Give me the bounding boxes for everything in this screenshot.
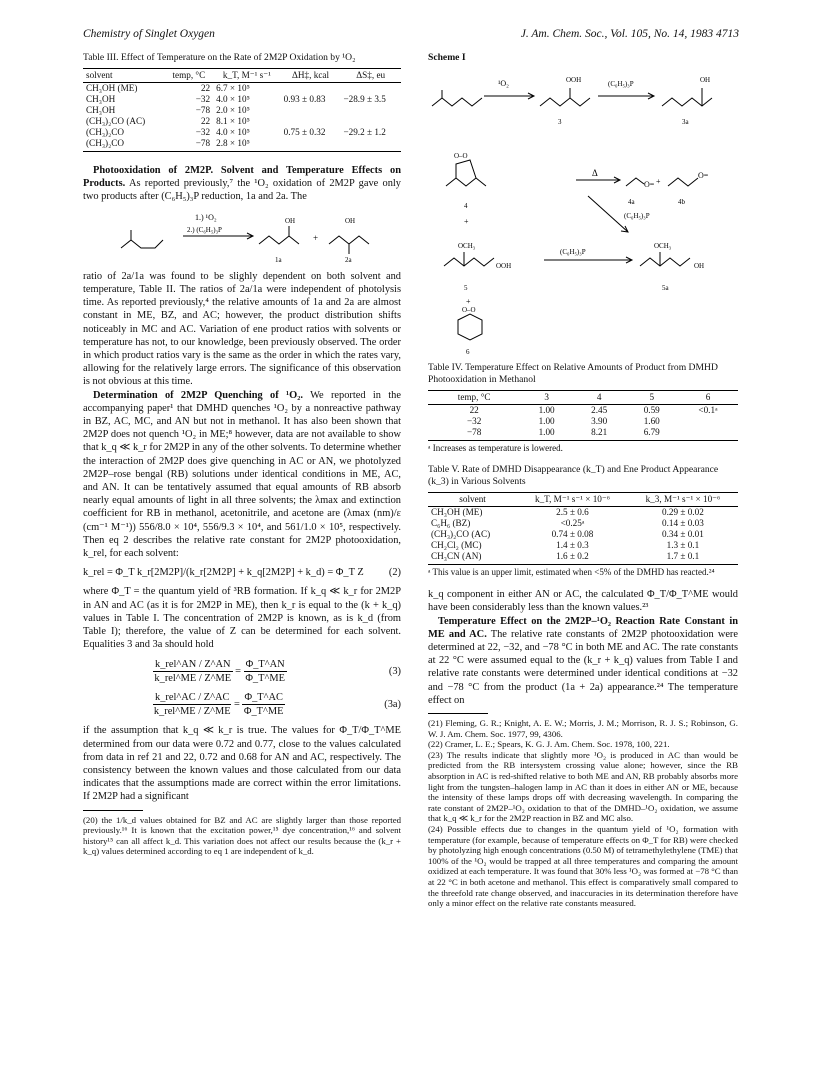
table-cell: 2.8 × 10⁵ <box>213 138 281 152</box>
table-cell: 1.60 <box>643 416 660 427</box>
table3-header-row <box>83 69 401 83</box>
table-cell: 8.21 <box>573 427 626 441</box>
table-row <box>83 83 401 95</box>
right-column <box>428 52 738 909</box>
ring-bonds <box>456 160 476 178</box>
scheme-label: (C₆H₅)₃P <box>624 212 650 220</box>
table-cell: −32 <box>195 127 211 137</box>
table-header-cell: 3 <box>520 391 573 405</box>
left-column <box>83 52 401 857</box>
ring-bonds <box>458 314 482 340</box>
table-cell: 6.7 × 10⁵ <box>216 83 250 93</box>
bond-lines <box>432 98 482 106</box>
table-cell: 4.0 × 10⁵ <box>216 127 250 137</box>
scheme-label: 5a <box>662 284 669 292</box>
table-header-cell: temp, °C <box>428 391 520 405</box>
table3-col-kt: k_T, M⁻¹ s⁻¹ <box>213 69 281 83</box>
table-cell <box>340 138 401 152</box>
table-cell: −78 <box>195 105 211 115</box>
table-cell: CH₃CN (AN) <box>428 551 517 565</box>
bond-lines <box>329 236 369 244</box>
table-cell <box>281 83 341 95</box>
scheme-label: O= <box>698 171 709 180</box>
table-cell: 2.5 ± 0.6 <box>556 507 589 518</box>
table-cell: 1.7 ± 0.1 <box>628 551 738 565</box>
equation-2-number: (2) <box>388 567 401 579</box>
table-cell <box>340 116 401 127</box>
scheme-label: O–O <box>462 306 476 314</box>
table3-caption: Table III. Effect of Temperature on the Rate of 2M2P Oxidation by ¹O₂ <box>83 52 356 63</box>
bond-lines <box>540 98 590 106</box>
scheme-label: OCH₃ <box>458 242 476 250</box>
running-header-right: J. Am. Chem. Soc., Vol. 105, No. 14, 1983 4713 <box>520 28 739 40</box>
fraction-denominator: k_rel^ME / Z^ME <box>153 706 231 718</box>
footnote-23: (23) The results indicate that slightly more ¹O₂ is produced in AC than would be predicted from the RB intersystem crossing value alone; however, since the RB absorption in AC is red-shifted relative to both ME and AN, RB probably absorbs more light from the tungsten–halogen lamp in AC than it does in either AN or ME, because the intensity of these lamps drops off with decreasing wavelength. In comparing the rate constant of 2M2P–¹O₂ oxidation to that of the DMHD–¹O₂ oxidation, we assume that k_q ≪ k_r for the 2M2P reaction in BZ and MC also. <box>428 749 738 824</box>
footnote-rule <box>428 713 488 714</box>
equation-3a-lhs <box>153 691 231 718</box>
fraction-denominator: Φ_T^ME <box>243 706 284 718</box>
section2-title: Determination of 2M2P Quenching of ¹O₂. <box>93 389 303 401</box>
table4-footnote: ᵃ Increases as temperature is lowered. <box>428 443 563 454</box>
equation-3-number: (3) <box>388 665 401 677</box>
section1-title: Photooxidation of 2M2P. Solvent and Temperature Effects on Products. <box>83 165 401 190</box>
table4-caption: Table IV. Temperature Effect on Relative Amounts of Product from DMHD Photooxidation in Methanol <box>428 362 718 386</box>
table-cell: 0.59 <box>643 405 660 416</box>
bond-lines <box>668 178 698 186</box>
equation-2-body: k_rel = Φ_T k_r[2M2P]/(k_r[2M2P] + k_q[2M2P] + k_d) = Φ_T Z <box>83 567 364 579</box>
table-cell: CH₃OH <box>86 105 116 115</box>
table-row <box>428 529 738 540</box>
table-cell <box>281 105 341 116</box>
scheme-label: Δ <box>592 168 598 178</box>
table3-col-temp: temp, °C <box>165 69 214 83</box>
table-cell: 3.90 <box>591 416 608 427</box>
compound-label: 1a <box>275 255 282 264</box>
table-cell: CH₃OH (ME) <box>86 83 138 93</box>
table-cell: 8.1 × 10⁵ <box>216 116 250 126</box>
scheme-label: 4 <box>464 202 468 210</box>
right-section-title: Temperature Effect on the 2M2P–¹O₂ Reaction Rate Constant in ME and AC. <box>428 615 738 640</box>
reaction-arrow <box>588 196 628 232</box>
table-cell: −29.2 ± 1.2 <box>343 127 386 137</box>
scheme-label: OH <box>694 262 705 270</box>
section2-paragraph-3: if the assumption that k_q ≪ k_r is true. The values for Φ_T/Φ_T^ME determined from our data were 0.72 and 0.77, close to the values calculated from data in ref 21 and 22, 0.72 and 0.68 for AN and AC, respectively. The consistency between the known values and those calculated from our data indicates that the assumptions made are correct within the error limitations. If 2M2P had a significant <box>83 725 401 803</box>
table-row <box>428 405 738 417</box>
table-cell: 0.74 ± 0.08 <box>551 529 594 540</box>
table-row <box>428 507 738 519</box>
fraction-numerator: k_rel^AN / Z^AN <box>153 658 233 672</box>
fraction-numerator: Φ_T^AC <box>242 691 284 705</box>
table-cell: 2.45 <box>591 405 608 416</box>
table-row <box>428 518 738 529</box>
table-cell: −78 <box>165 138 214 152</box>
table-cell: C₆H₆ (BZ) <box>431 518 471 529</box>
section1-text: As reported previously,⁷ the ¹O₂ oxidation of 2M2P gave only two products after (C₆H₅)₃P reduction, 1a and 2a. The <box>83 178 402 203</box>
table-cell: CH₃OH (ME) <box>431 507 483 518</box>
table-cell: 6.79 <box>625 427 678 441</box>
plus-sign: + <box>313 232 319 243</box>
bond-lines <box>444 258 494 266</box>
table3-col-ds: ΔS‡, eu <box>340 69 401 83</box>
table5 <box>428 492 738 565</box>
scheme-label: 4b <box>678 198 685 206</box>
table-cell: <0.1ᵃ <box>698 405 718 416</box>
footnote-21: (21) Fleming, G. R.; Knight, A. E. W.; Morris, J. M.; Morrison, R. J. S.; Robinson, G. W. J. Am. Chem. Soc. 1977, 99, 4306. <box>428 718 738 739</box>
table-cell: 0.75 ± 0.32 <box>283 127 326 137</box>
footnote-rule <box>83 810 143 811</box>
scheme-label: (C₆H₅)₃P <box>608 80 634 88</box>
table-cell: 22 <box>469 405 479 416</box>
table-row <box>83 116 401 127</box>
footnote-22: (22) Cramer, L. E.; Spears, K. G. J. Am. Chem. Soc. 1978, 100, 221. <box>428 739 670 750</box>
table5-header-row <box>428 493 738 507</box>
equation-3a-number: (3a) <box>384 699 401 710</box>
table-cell <box>281 138 341 152</box>
scheme-label: 3a <box>682 118 689 126</box>
reagent-label: 1.) ¹O₂ <box>195 212 217 222</box>
bond-lines <box>259 236 299 244</box>
table-cell <box>678 416 738 427</box>
footnote-20: (20) the 1/k_d values obtained for BZ and AC are slightly larger than those reported previously.¹⁶ It is known that the excitation power,¹⁵ dye concentration,¹⁶ and solvent history¹⁵ can all affect k_d. This variation does not affect our results because the (k_r + k_q) values determined according to eq 1 are independent of k_d. <box>83 814 401 857</box>
bond-lines <box>446 178 486 186</box>
table-cell: −78 <box>428 427 520 441</box>
right-section-paragraph <box>428 615 738 707</box>
table-header-cell: 5 <box>625 391 678 405</box>
scheme-label: ¹O₂ <box>498 79 509 88</box>
compound-label: 2a <box>345 255 352 264</box>
table-cell: 0.93 ± 0.83 <box>283 94 326 104</box>
table-cell: −32 <box>195 94 211 104</box>
bond-lines <box>626 178 644 186</box>
table-cell: (CH₃)₂CO (AC) <box>431 529 491 540</box>
bond-lines <box>662 98 712 106</box>
table-cell: (CH₃)₂CO (AC) <box>86 116 146 126</box>
table-cell: 0.14 ± 0.03 <box>662 518 704 529</box>
right-paragraph-1: k_q component in either AN or AC, the calculated Φ_T/Φ_T^ME would have been considerably less than the known values.²³ <box>428 589 738 614</box>
table-cell <box>340 105 401 116</box>
table-row <box>428 427 738 441</box>
section1-paragraph <box>83 164 401 204</box>
equation-3a: $\frac{\text{k\_rel\textasciicircum{}AC / Z\textasciicircum{}AC}}{\text{k\_rel\textasciicircum{}ME / Z\textasciicircum{}ME}}$ = $\frac{\Phi\_T\^{}AC}{\Phi\_T\^{}ME}$ (3a) <box>153 691 401 718</box>
table4-header-row <box>428 391 738 405</box>
fraction-denominator: k_rel^ME / Z^ME <box>154 672 232 684</box>
table-header-cell: k_3, M⁻¹ s⁻¹ × 10⁻⁶ <box>628 493 738 507</box>
table-cell: −32 <box>466 416 482 427</box>
table-row <box>428 416 738 427</box>
section1-paragraph-2: ratio of 2a/1a was found to be slighly dependent on both solvent and temperature, Table II. The ratios of 2a/1a were independent of photolysis time. As reported previously,⁴ the relative amounts of 1a and 2a are almost constant in ME, BZ, and AC; however, the product distribution shifts noticeably in MC and AC. Variation of ene product ratios with solvents or temperature has not, to our knowledge, been previously observed. The order in which product ratios vary is the same as the order in which the rates vary, allowing for the relatively large errors. The significance of this observation is not obvious at this time. <box>83 270 401 388</box>
bond-lines <box>121 240 163 248</box>
table-row <box>83 127 401 138</box>
scheme-title: Scheme I <box>428 52 466 63</box>
scheme-label: O= <box>644 180 655 189</box>
running-header-left: Chemistry of Singlet Oxygen <box>83 28 215 40</box>
bond-lines <box>640 258 690 266</box>
table-cell: 22 <box>200 116 211 126</box>
scheme-label: + <box>464 217 469 226</box>
table-cell: 1.3 ± 0.1 <box>666 540 700 551</box>
table-cell: 0.29 ± 0.02 <box>662 507 704 518</box>
fraction-numerator: Φ_T^AN <box>244 658 287 672</box>
table3-col-solvent: solvent <box>83 69 165 83</box>
table-cell <box>281 116 341 127</box>
section2-text: We reported in the accompanying paper¹ that DMHD quenches ¹O₂ by a nonreactive pathway in BZ, AC, MC, and AN but not in methanol. It has also been shown that 2M2P does not quench ¹O₂ in ME;⁸ however, data are not available to show that k_q ≪ k_r for 2M2P in any of the other solvents. To determine whether the interaction of 2M2P does give quenching in AC or AN, we photolyzed 2M2P–rose bengal (RB) solutions under identical conditions in ME, AC, and AN. It can be tentatively assumed that equal amounts of RB absorb nearly equal amounts of light in all three solvents; the λmax and extinction coefficient for RB in methanol, acetonitrile, and acetone are (λmax (nm)/ε (cm⁻¹ M⁻¹)) 556/8.0 × 10⁴, 556/9.3 × 10⁴, and 561/1.0 × 10⁵, respectively. Then eq 2 describes the relative rate constant for 2M2P photooxidation, k_rel, for each solvent: <box>83 389 401 560</box>
table-row <box>428 551 738 565</box>
scheme-label: 5 <box>464 284 468 292</box>
section2-paragraph <box>83 389 401 561</box>
table-cell: 22 <box>200 83 211 93</box>
table-cell: (CH₃)₂CO <box>86 127 125 137</box>
fraction-numerator: k_rel^AC / Z^AC <box>153 691 231 705</box>
table-cell: 4.0 × 10⁵ <box>216 94 250 104</box>
table-cell: 1.00 <box>538 405 555 416</box>
table-cell: −28.9 ± 3.5 <box>343 94 386 104</box>
table-header-cell: solvent <box>428 493 517 507</box>
table-header-cell: 4 <box>573 391 626 405</box>
right-section-text: The relative rate constants of 2M2P photooxidation were determined at 22, −32, and −78 °C in both ME and AC. The rate constants at 22 °C were assumed equal to the (k_r + k_q) values from Table I and relative rate constants were determined under identical conditions at −32 and −78 °C from the product (1a + 2a) appearance.²⁴ The temperature effect on <box>428 628 739 706</box>
table-cell: 0.34 ± 0.01 <box>662 529 704 540</box>
scheme-label: O–O <box>454 152 468 160</box>
table5-caption: Table V. Rate of DMHD Disappearance (k_T) and Ene Product Appearance (k_3) in Various Solvents <box>428 464 719 488</box>
scheme-label: + <box>656 177 661 186</box>
reaction-scheme-2m2p <box>83 204 401 266</box>
scheme-label: OH <box>700 76 711 84</box>
equation-3: $\frac{\text{k\_rel\textasciicircum{}AN / Z\textasciicircum{}AN}}{\text{k\_rel\textasciicircum{}ME / Z\textasciicircum{}ME}}$ = $\frac{\Phi\_T\^{}AN}{\Phi\_T\^{}ME}$ (3) <box>154 658 401 684</box>
scheme-label: OOH <box>566 76 582 84</box>
table4 <box>428 390 738 441</box>
scheme-label: OOH <box>496 262 512 270</box>
equation-3-rhs <box>244 658 287 685</box>
table-cell: (CH₃)₂CO <box>83 138 165 152</box>
oh-label: OH <box>285 216 296 225</box>
table-header-cell: k_T, M⁻¹ s⁻¹ × 10⁻⁶ <box>517 493 628 507</box>
scheme-label: 6 <box>466 348 470 356</box>
section2-paragraph-2: where Φ_T = the quantum yield of ³RB formation. If k_q ≪ k_r for 2M2P in AN and AC (as it is for 2M2P in ME), then k_r is equal to the (k + k_q) values in Table I. The concentration of 2M2P is known, as is k_d (from Table I); therefore, the value of Z can be determined for each solvent. Equalities 3 and 3a should hold <box>83 586 401 651</box>
table-cell: 1.00 <box>520 427 573 441</box>
table-cell <box>340 83 401 95</box>
table3 <box>83 68 401 152</box>
table5-footnote: ᵃ This value is an upper limit, estimated when <5% of the DMHD has reacted.²⁴ <box>428 567 715 578</box>
table-cell: <0.25ᵃ <box>560 518 585 529</box>
scheme-label: OCH₃ <box>654 242 672 250</box>
scheme-label: + <box>466 297 471 306</box>
table-cell: 1.00 <box>538 416 555 427</box>
footnote-24: (24) Possible effects due to changes in the quantum yield of ¹O₂ formation with temperature (for example, because of temperature effects on Φ_T for RB) were checked by photolyzing high enough concentrations (0.50 M) of tetramethylethylene (TME) that 100% of the ¹O₂ would be trapped at all three temperatures and comparing the amount oxidized at each temperature. It was found that 30% less ¹O₂ was formed at −78 °C than at 22 °C in both acetone and methanol. This effect is comparatively small compared to the threefold rate change observed, and inaccuracies in its determination therefore have only a minor effect on the relative rate constants measured. <box>428 823 739 909</box>
table-cell: CH₃OH <box>86 94 116 104</box>
equation-3a-rhs <box>242 691 284 718</box>
table3-col-dh: ΔH‡, kcal <box>281 69 341 83</box>
reagent-label: 2.) (C₆H₅)₃P <box>187 225 222 234</box>
table-cell: 2.0 × 10⁵ <box>216 105 250 115</box>
table-cell: 1.6 ± 0.2 <box>517 551 628 565</box>
fraction-denominator: Φ_T^ME <box>245 672 285 684</box>
table-header-cell: 6 <box>678 391 738 405</box>
table-cell: 1.4 ± 0.3 <box>556 540 589 551</box>
table-row <box>83 138 401 152</box>
table-row <box>83 105 401 116</box>
oh-label: OH <box>345 216 356 225</box>
table-row <box>428 540 738 551</box>
scheme-1 <box>428 68 738 358</box>
table-cell <box>678 427 738 441</box>
scheme-label: 3 <box>558 118 562 126</box>
equation-2 <box>83 566 401 579</box>
scheme-label: (C₆H₅)₃P <box>560 248 586 256</box>
scheme-label: 4a <box>628 198 635 206</box>
table-row <box>83 94 401 105</box>
table-cell: CH₂Cl₂ (MC) <box>431 540 482 551</box>
equation-3-lhs <box>153 658 233 685</box>
